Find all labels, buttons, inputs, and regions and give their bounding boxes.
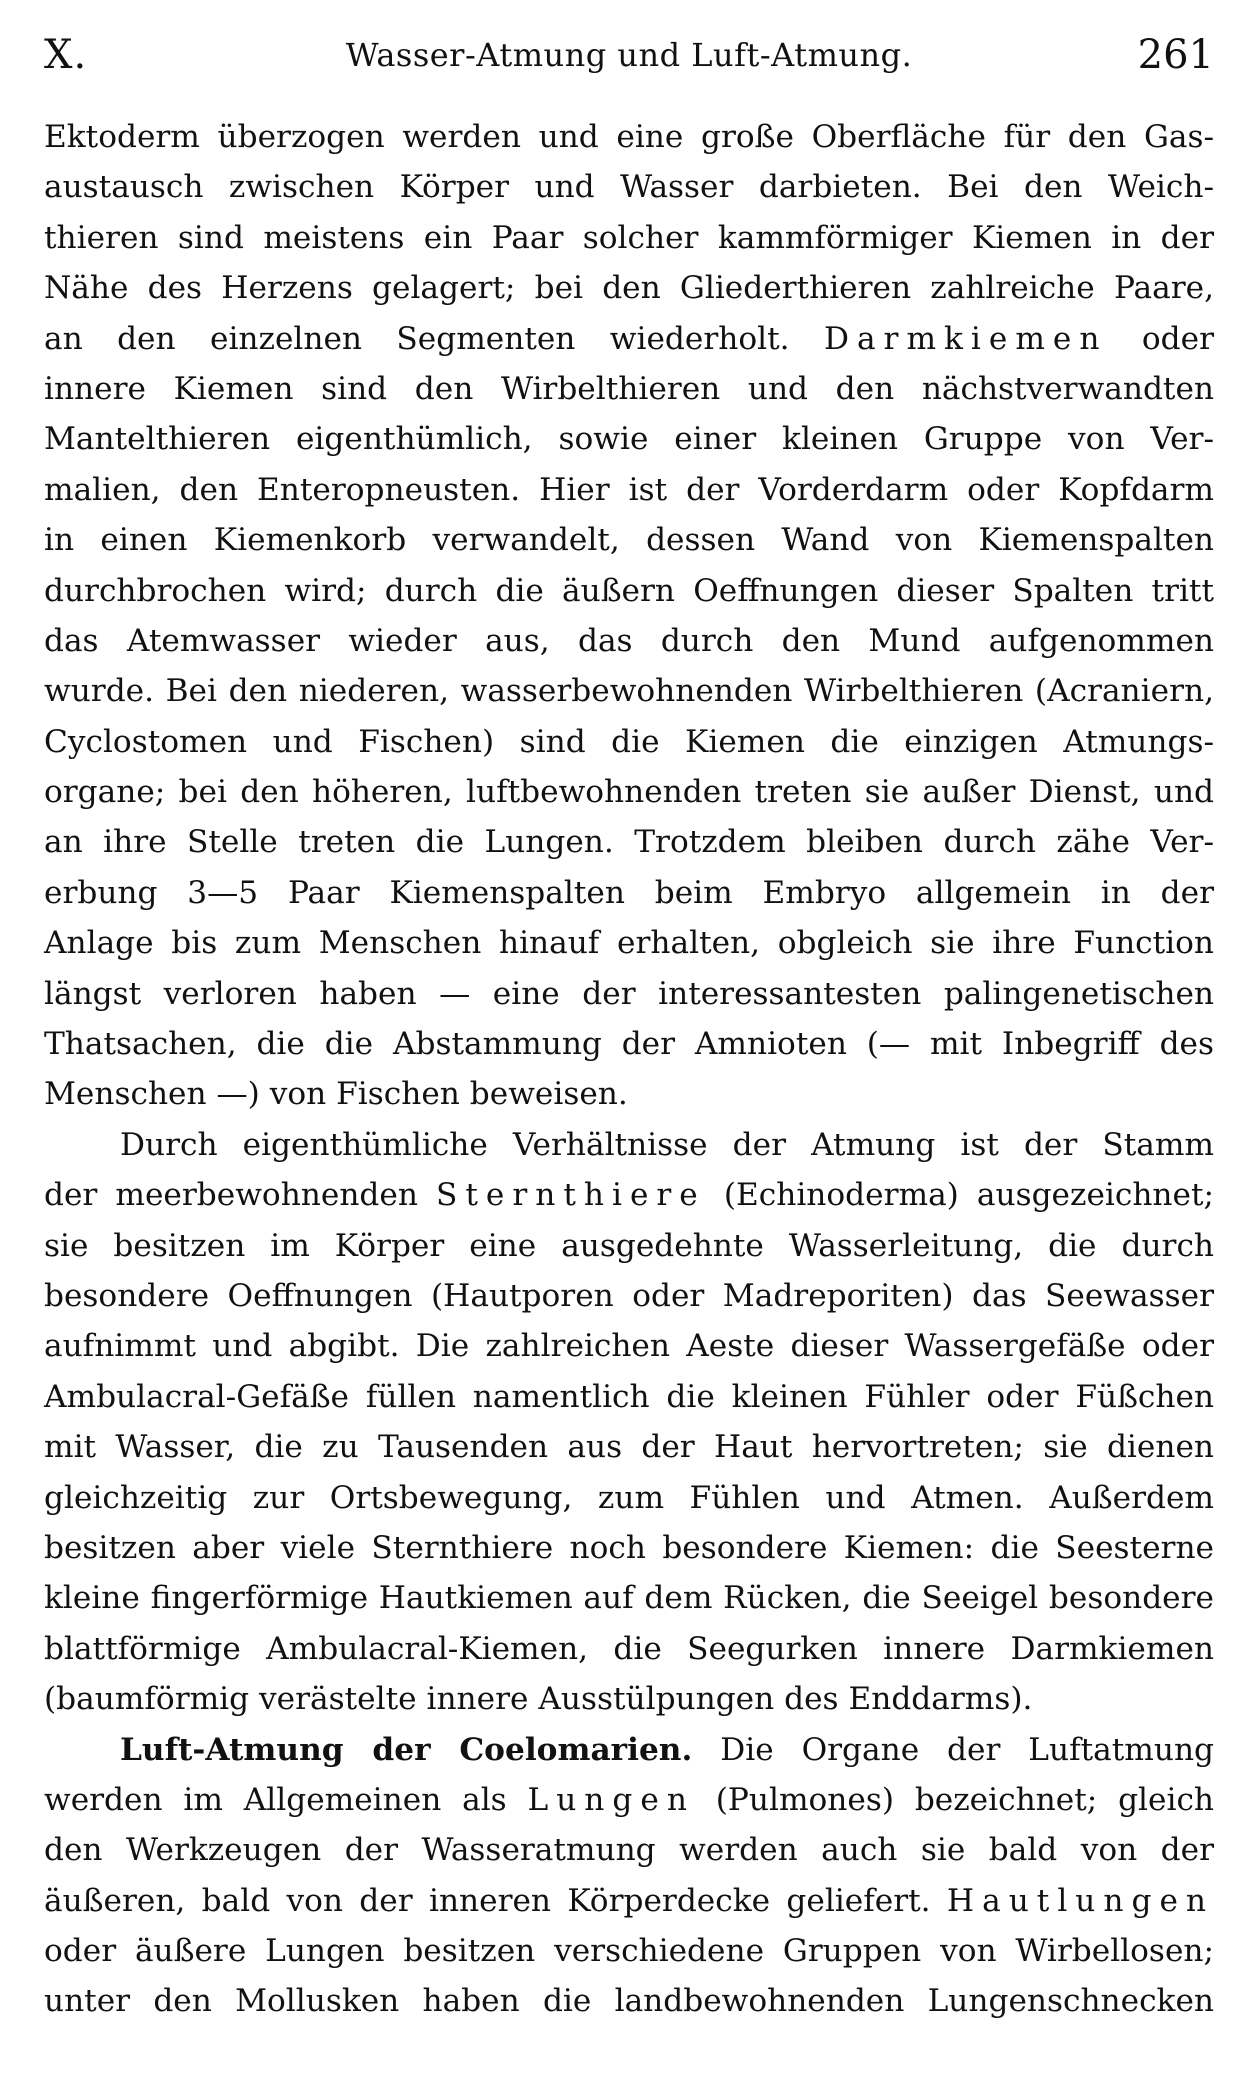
text-line [44,1725,1214,1775]
body-text [44,112,1214,2027]
text-line: mit Wasser, die zu Tausenden aus der Haut hervortreten; sie dienen [44,1429,1214,1466]
spaced-term: Hautlungen [946,1882,1214,1919]
text-line [44,314,1214,364]
page-header [44,22,1214,82]
text-line: Ektoderm überzogen werden und eine große Oberfläche für den Gas- [44,119,1214,155]
text-line: erbung 3—5 Paar Kiemenspalten beim Embryo allgemein in der [44,874,1214,911]
text-span: werden im Allgemeinen als [44,1781,528,1818]
text-line: organe; bei den höheren, luftbewohnenden treten sie außer Dienst, und [44,774,1214,811]
text-line: malien, den Enteropneusten. Hier ist der Vorderdarm oder Kopfdarm [44,471,1214,508]
text-line: besitzen aber viele Sternthiere noch besondere Kiemen: die Seesterne [44,1529,1214,1566]
text-line [44,1775,1214,1825]
text-line: in einen Kiemenkorb verwandelt, dessen Wand von Kiemenspalten [44,522,1214,559]
text-line: an ihre Stelle treten die Lungen. Trotzdem bleiben durch zähe Ver- [44,824,1214,861]
text-line: den Werkzeugen der Wasseratmung werden auch sie bald von der [44,1832,1214,1869]
text-line: Nähe des Herzens gelagert; bei den Gliederthieren zahlreiche Paare, [44,270,1214,307]
text-line: Ambulacral-Gefäße füllen namentlich die kleinen Fühler oder Füßchen [44,1378,1214,1415]
text-span: oder [1107,320,1214,357]
text-line: innere Kiemen sind den Wirbelthieren und den nächstverwandten [44,370,1214,407]
page-number: 261 [1137,32,1214,78]
text-line [44,1876,1214,1926]
text-line: durchbrochen wird; durch die äußern Oeffnungen dieser Spalten tritt [44,572,1214,609]
text-span: äußeren, bald von der inneren Körperdecke geliefert. [44,1882,947,1919]
chapter-number: X. [44,32,88,78]
text-line: kleine fingerförmige Hautkiemen auf dem Rücken, die Seeigel besondere [44,1580,1214,1617]
text-line: Thatsachen, die die Abstammung der Amnioten (— mit Inbegriff des [44,1026,1214,1063]
text-span: der meerbewohnenden [44,1177,436,1214]
text-line: Menschen —) von Fischen beweisen. [44,1076,628,1113]
text-line: (baumförmig verästelte innere Ausstülpungen des Enddarms). [44,1681,1033,1718]
text-line: längst verloren haben — eine der interessantesten palingenetischen [44,975,1214,1012]
text-span: Die Organe der Luftatmung [692,1731,1214,1768]
running-title: Wasser-Atmung und Luft-Atmung. [345,36,913,74]
text-line: oder äußere Lungen besitzen verschiedene Gruppen von Wirbellosen; [44,1933,1214,1970]
text-line: blattförmige Ambulacral-Kiemen, die Seegurken innere Darmkiemen [44,1630,1214,1667]
spaced-term: Darmkiemen [823,320,1108,357]
text-line: aufnimmt und abgibt. Die zahlreichen Aeste dieser Wassergefäße oder [44,1328,1214,1365]
text-line [44,1170,1214,1220]
text-line: Durch eigenthümliche Verhältnisse der Atmung ist der Stamm [120,1126,1214,1163]
spaced-term: Sternthiere [436,1177,706,1214]
text-line: gleichzeitig zur Ortsbewegung, zum Fühlen und Atmen. Außerdem [44,1479,1214,1516]
text-line: besondere Oeffnungen (Hautporen oder Madreporiten) das Seewasser [44,1277,1214,1314]
text-line: Cyclostomen und Fischen) sind die Kiemen die einzigen Atmungs- [44,723,1214,760]
text-line: Mantelthieren eigenthümlich, sowie einer kleinen Gruppe von Ver- [44,421,1214,458]
text-span: (Echinoderma) ausgezeichnet; [705,1177,1215,1214]
text-line: austausch zwischen Körper und Wasser darbieten. Bei den Weich- [44,169,1214,206]
text-line: sie besitzen im Körper eine ausgedehnte Wasserleitung, die durch [44,1227,1214,1264]
text-line: unter den Mollusken haben die landbewohnenden Lungenschnecken [44,1983,1214,2020]
spaced-term: Lungen [527,1781,695,1818]
text-line: Anlage bis zum Menschen hinauf erhalten, obgleich sie ihre Function [44,925,1214,962]
text-line: das Atemwasser wieder aus, das durch den Mund aufgenommen [44,622,1214,659]
text-line: wurde. Bei den niederen, wasserbewohnenden Wirbelthieren (Acraniern, [44,673,1214,710]
text-span: an den einzelnen Segmenten wiederholt. [44,320,824,357]
section-heading: Luft-Atmung der Coelomarien. [120,1731,693,1768]
text-span: (Pulmones) bezeichnet; gleich [694,1781,1214,1818]
text-line: thieren sind meistens ein Paar solcher kammförmiger Kiemen in der [44,219,1214,256]
